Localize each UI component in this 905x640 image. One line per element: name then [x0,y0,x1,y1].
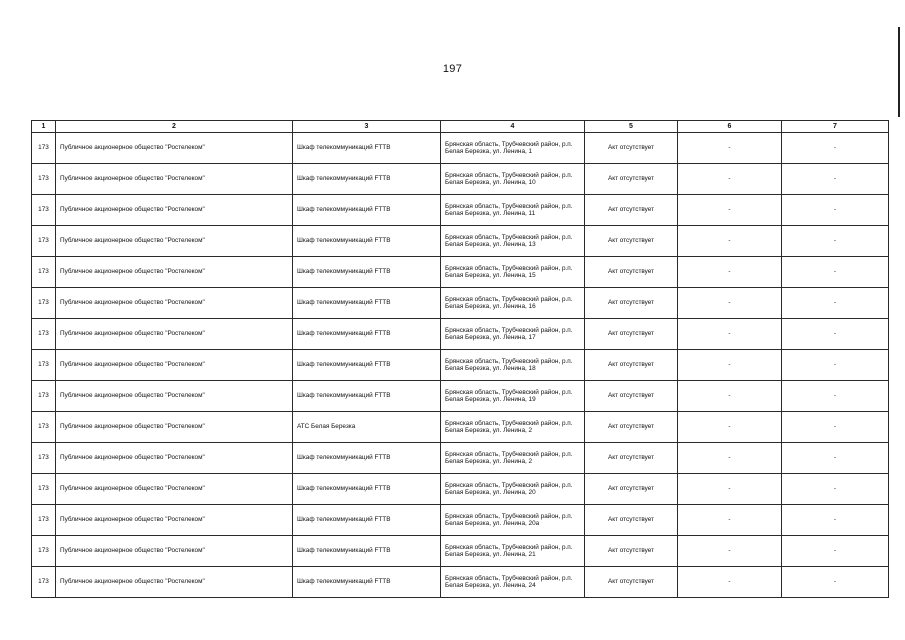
cell-col7: - [782,288,889,319]
cell-object: Шкаф телекоммуникаций FTTB [293,443,441,474]
cell-number: 173 [32,319,56,350]
cell-owner: Публичное акционерное общество "Ростелеком" [56,381,293,412]
table-row [32,350,889,381]
cell-col6: - [678,381,782,412]
cell-address: Брянская область, Трубчевский район, р.п. Белая Березка, ул. Ленина, 24 [441,567,585,598]
cell-col6: - [678,133,782,164]
table-row [32,474,889,505]
cell-address: Брянская область, Трубчевский район, р.п. Белая Березка, ул. Ленина, 16 [441,288,585,319]
table-row [32,226,889,257]
cell-col6: - [678,567,782,598]
cell-col7: - [782,381,889,412]
cell-owner: Публичное акционерное общество "Ростелеком" [56,257,293,288]
column-header-7: 7 [782,121,889,133]
column-header-4: 4 [441,121,585,133]
cell-act: Акт отсутствует [585,381,678,412]
cell-owner: Публичное акционерное общество "Ростелеком" [56,505,293,536]
cell-col7: - [782,412,889,443]
column-header-6: 6 [678,121,782,133]
cell-number: 173 [32,536,56,567]
cell-object: Шкаф телекоммуникаций FTTB [293,319,441,350]
cell-act: Акт отсутствует [585,412,678,443]
cell-act: Акт отсутствует [585,288,678,319]
cell-col7: - [782,195,889,226]
table-row [32,319,889,350]
cell-col6: - [678,226,782,257]
cell-address: Брянская область, Трубчевский район, р.п. Белая Березка, ул. Ленина, 2 [441,443,585,474]
table-row [32,257,889,288]
cell-owner: Публичное акционерное общество "Ростелеком" [56,164,293,195]
cell-col7: - [782,319,889,350]
cell-number: 173 [32,226,56,257]
cell-act: Акт отсутствует [585,319,678,350]
cell-number: 173 [32,288,56,319]
cell-number: 173 [32,164,56,195]
cell-owner: Публичное акционерное общество "Ростелеком" [56,536,293,567]
cell-object: Шкаф телекоммуникаций FTTB [293,133,441,164]
cell-object: Шкаф телекоммуникаций FTTB [293,195,441,226]
cell-address: Брянская область, Трубчевский район, р.п. Белая Березка, ул. Ленина, 18 [441,350,585,381]
cell-object: АТС Белая Березка [293,412,441,443]
cell-owner: Публичное акционерное общество "Ростелеком" [56,412,293,443]
column-header-5: 5 [585,121,678,133]
cell-object: Шкаф телекоммуникаций FTTB [293,474,441,505]
table-row [32,443,889,474]
cell-act: Акт отсутствует [585,164,678,195]
cell-col7: - [782,536,889,567]
cell-address: Брянская область, Трубчевский район, р.п. Белая Березка, ул. Ленина, 11 [441,195,585,226]
cell-act: Акт отсутствует [585,443,678,474]
cell-act: Акт отсутствует [585,505,678,536]
cell-owner: Публичное акционерное общество "Ростелеком" [56,133,293,164]
cell-owner: Публичное акционерное общество "Ростелеком" [56,350,293,381]
cell-object: Шкаф телекоммуникаций FTTB [293,288,441,319]
cell-object: Шкаф телекоммуникаций FTTB [293,381,441,412]
table-row [32,381,889,412]
cell-owner: Публичное акционерное общество "Ростелеком" [56,474,293,505]
cell-col6: - [678,474,782,505]
cell-col6: - [678,443,782,474]
table-row [32,195,889,226]
table-row [32,505,889,536]
table-row [32,164,889,195]
cell-number: 173 [32,567,56,598]
cell-col7: - [782,443,889,474]
cell-number: 173 [32,474,56,505]
table-row [32,567,889,598]
cell-owner: Публичное акционерное общество "Ростелеком" [56,226,293,257]
cell-col7: - [782,567,889,598]
cell-col7: - [782,164,889,195]
cell-col7: - [782,350,889,381]
cell-address: Брянская область, Трубчевский район, р.п. Белая Березка, ул. Ленина, 20 [441,474,585,505]
cell-object: Шкаф телекоммуникаций FTTB [293,505,441,536]
cell-col6: - [678,195,782,226]
cell-col7: - [782,474,889,505]
cell-owner: Публичное акционерное общество "Ростелеком" [56,319,293,350]
table-body [32,133,889,598]
table-row [32,133,889,164]
cell-col6: - [678,319,782,350]
cell-address: Брянская область, Трубчевский район, р.п. Белая Березка, ул. Ленина, 17 [441,319,585,350]
column-header-2: 2 [56,121,293,133]
cell-address: Брянская область, Трубчевский район, р.п. Белая Березка, ул. Ленина, 1 [441,133,585,164]
cell-act: Акт отсутствует [585,133,678,164]
page-number: 197 [442,63,463,75]
cell-act: Акт отсутствует [585,474,678,505]
cell-number: 173 [32,381,56,412]
cell-address: Брянская область, Трубчевский район, р.п. Белая Березка, ул. Ленина, 19 [441,381,585,412]
cell-address: Брянская область, Трубчевский район, р.п. Белая Березка, ул. Ленина, 10 [441,164,585,195]
column-header-1: 1 [32,121,56,133]
cell-owner: Публичное акционерное общество "Ростелеком" [56,195,293,226]
cell-col7: - [782,505,889,536]
cell-address: Брянская область, Трубчевский район, р.п. Белая Березка, ул. Ленина, 13 [441,226,585,257]
table-row [32,412,889,443]
cell-act: Акт отсутствует [585,257,678,288]
cell-address: Брянская область, Трубчевский район, р.п. Белая Березка, ул. Ленина, 2 [441,412,585,443]
cell-object: Шкаф телекоммуникаций FTTB [293,226,441,257]
cell-object: Шкаф телекоммуникаций FTTB [293,536,441,567]
cell-col7: - [782,226,889,257]
cell-act: Акт отсутствует [585,567,678,598]
cell-number: 173 [32,505,56,536]
cell-object: Шкаф телекоммуникаций FTTB [293,567,441,598]
cell-col6: - [678,164,782,195]
cell-number: 173 [32,443,56,474]
cell-col7: - [782,133,889,164]
cell-address: Брянская область, Трубчевский район, р.п. Белая Березка, ул. Ленина, 15 [441,257,585,288]
cell-col6: - [678,288,782,319]
cell-owner: Публичное акционерное общество "Ростелеком" [56,567,293,598]
cell-address: Брянская область, Трубчевский район, р.п. Белая Березка, ул. Ленина, 20а [441,505,585,536]
header-row [32,121,889,133]
cell-object: Шкаф телекоммуникаций FTTB [293,350,441,381]
cell-number: 173 [32,195,56,226]
cell-col6: - [678,505,782,536]
cell-number: 173 [32,350,56,381]
cell-number: 173 [32,412,56,443]
cell-address: Брянская область, Трубчевский район, р.п. Белая Березка, ул. Ленина, 21 [441,536,585,567]
table-header [32,121,889,133]
table-row [32,288,889,319]
cell-col7: - [782,257,889,288]
cell-number: 173 [32,257,56,288]
cell-object: Шкаф телекоммуникаций FTTB [293,164,441,195]
table-row [32,536,889,567]
cell-col6: - [678,536,782,567]
cell-col6: - [678,412,782,443]
cell-owner: Публичное акционерное общество "Ростелеком" [56,288,293,319]
cell-act: Акт отсутствует [585,195,678,226]
cell-act: Акт отсутствует [585,226,678,257]
cell-act: Акт отсутствует [585,350,678,381]
cell-object: Шкаф телекоммуникаций FTTB [293,257,441,288]
cell-number: 173 [32,133,56,164]
cell-act: Акт отсутствует [585,536,678,567]
cell-col6: - [678,350,782,381]
cell-col6: - [678,257,782,288]
column-header-3: 3 [293,121,441,133]
cell-owner: Публичное акционерное общество "Ростелеком" [56,443,293,474]
registry-table [31,120,889,598]
